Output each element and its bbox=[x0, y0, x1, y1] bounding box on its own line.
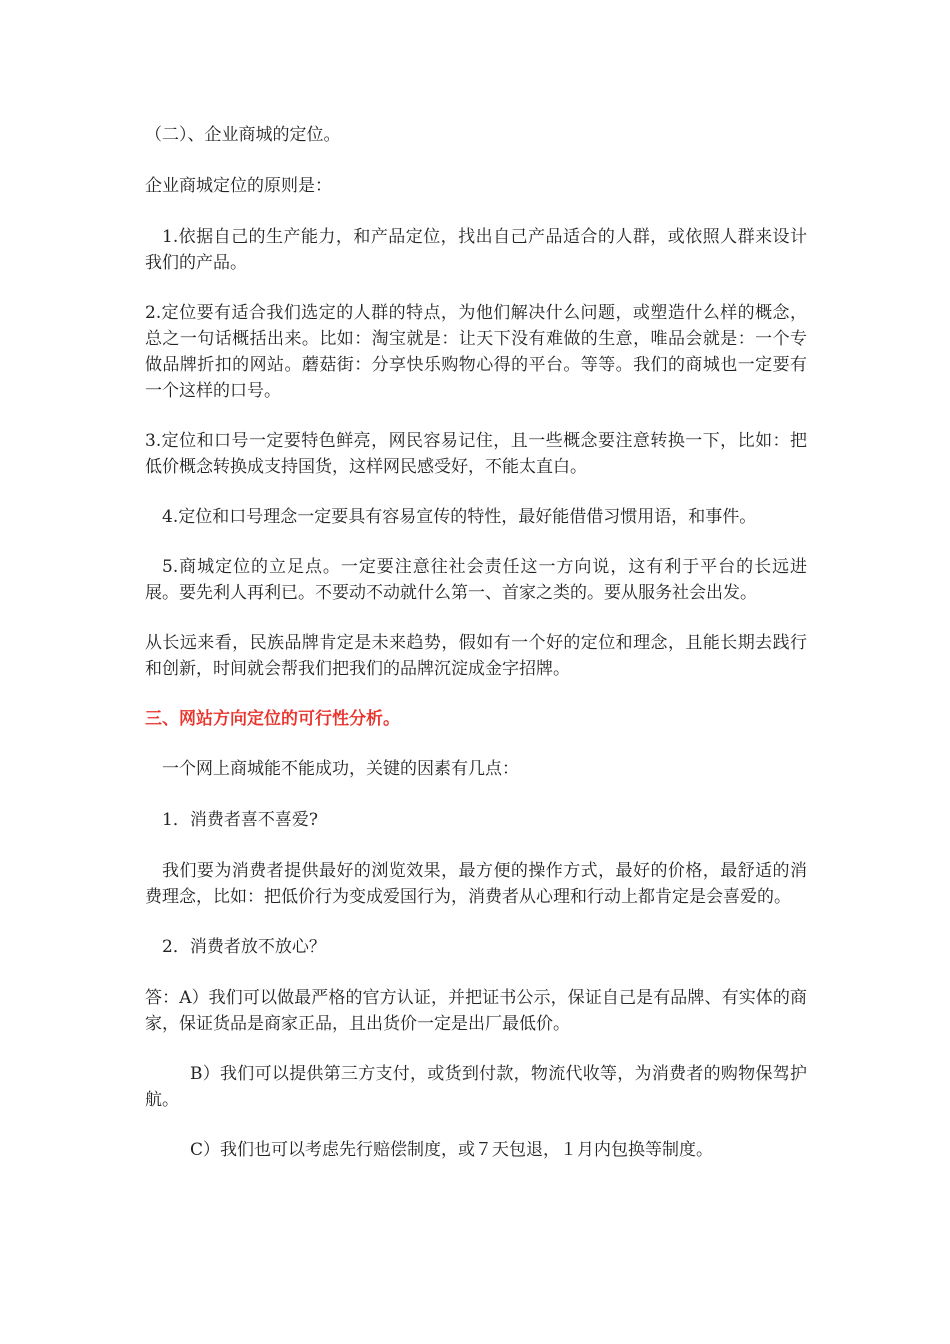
principle-5: 5.商城定位的立足点。一定要注意往社会责任这一方向说，这有利于平台的长远进展。要先利人再利已。不要动不动就什么第一、首家之类的。要从服务社会出发。 bbox=[145, 557, 807, 603]
principle-3: 3.定位和口号一定要特色鲜亮，网民容易记住，且一些概念要注意转换一下，比如：把低价概念转换成支持国货，这样网民感受好，不能太直白。 bbox=[145, 431, 807, 477]
answer-c: C）我们也可以考虑先行赔偿制度，或７天包退，１月内包换等制度。 bbox=[190, 1140, 714, 1160]
principle-1: 1.依据自己的生产能力，和产品定位，找出自己产品适合的人群，或依照人群来设计我们的产品。 bbox=[145, 227, 807, 273]
section-heading: 三、网站方向定位的可行性分析。 bbox=[145, 709, 400, 729]
principles-intro: 企业商城定位的原则是： bbox=[145, 176, 332, 196]
document-page bbox=[145, 122, 807, 1188]
long-term-paragraph: 从长远来看，民族品牌肯定是未来趋势，假如有一个好的定位和理念，且能长期去践行和创新，时间就会帮我们把我们的品牌沉淀成金字招牌。 bbox=[145, 633, 807, 679]
answer-b: B）我们可以提供第三方支付，或货到付款，物流代收等，为消费者的购物保驾护航。 bbox=[145, 1064, 807, 1110]
factor-1-question: 1．消费者喜不喜爱? bbox=[162, 810, 318, 830]
subsection-title: （二）、企业商城的定位。 bbox=[145, 125, 341, 145]
factor-1-answer: 我们要为消费者提供最好的浏览效果，最方便的操作方式，最好的价格，最舒适的消费理念，比如：把低价行为变成爱国行为，消费者从心理和行动上都肯定是会喜爱的。 bbox=[145, 861, 807, 907]
principle-2: 2.定位要有适合我们选定的人群的特点，为他们解决什么问题，或塑造什么样的概念，总之一句话概括出来。比如：淘宝就是：让天下没有难做的生意，唯品会就是：一个专做品牌折扣的网站。蘑菇街：分享快乐购物心得的平台。等等。我们的商城也一定要有一个这样的口号。 bbox=[145, 303, 807, 401]
success-factors-intro: 一个网上商城能不能成功，关键的因素有几点： bbox=[162, 759, 519, 779]
answer-a: 答：A）我们可以做最严格的官方认证，并把证书公示，保证自己是有品牌、有实体的商家，保证货品是商家正品，且出货价一定是出厂最低价。 bbox=[145, 988, 807, 1034]
principle-4: 4.定位和口号理念一定要具有容易宣传的特性，最好能借借习惯用语，和事件。 bbox=[162, 507, 757, 527]
factor-2-question: 2．消费者放不放心？ bbox=[162, 937, 326, 957]
